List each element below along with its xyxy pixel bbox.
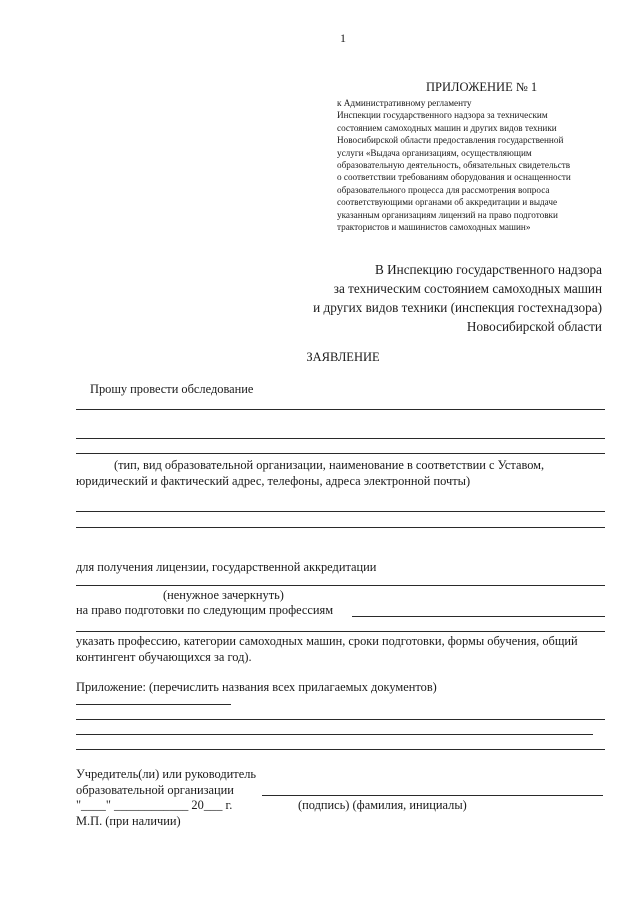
request-label: Прошу провести обследование bbox=[90, 382, 254, 396]
appendix-line: соответствующими органами об аккредитации и выдаче bbox=[337, 197, 558, 208]
page-number: 1 bbox=[340, 31, 346, 45]
addressee-line: и других видов техники (инспекция гостехнадзора) bbox=[313, 300, 602, 315]
form-title: ЗАЯВЛЕНИЕ bbox=[306, 350, 380, 364]
appendix-line: о соответствии требованиям оборудования и оснащенности bbox=[337, 172, 571, 183]
organization-hint: (тип, вид образовательной организации, наименование в соответствии с Уставом, bbox=[114, 458, 545, 472]
professions-hint: указать профессию, категории самоходных машин, сроки подготовки, формы обучения, общий bbox=[76, 634, 578, 648]
attachment-label: Приложение: (перечислить названия всех прилагаемых документов) bbox=[76, 680, 437, 694]
signature-line[interactable] bbox=[262, 795, 603, 796]
purpose-line[interactable] bbox=[76, 585, 605, 586]
stamp-note: М.П. (при наличии) bbox=[76, 814, 181, 828]
signature-hint: (подпись) (фамилия, инициалы) bbox=[298, 798, 467, 812]
professions-line[interactable] bbox=[76, 631, 605, 632]
appendix-line: к Административному регламенту bbox=[337, 98, 472, 108]
appendix-line: трактористов и машинистов самоходных машин» bbox=[337, 222, 531, 233]
date-field[interactable]: "____" ____________ 20___ г. bbox=[76, 798, 233, 812]
addressee-block bbox=[313, 260, 602, 336]
professions-field[interactable] bbox=[352, 616, 605, 617]
organization-line[interactable] bbox=[76, 409, 605, 410]
addressee-line: Новосибирской области bbox=[466, 319, 602, 334]
founder-label: образовательной организации bbox=[76, 783, 234, 797]
appendix-line: указанным организациям лицензий на право подготовки bbox=[337, 209, 558, 220]
attachment-line[interactable] bbox=[76, 749, 605, 750]
professions-hint: контингент обучающихся за год). bbox=[76, 650, 252, 664]
founder-label: Учредитель(ли) или руководитель bbox=[76, 767, 257, 781]
appendix-reference bbox=[337, 97, 571, 233]
addressee-line: В Инспекцию государственного надзора bbox=[375, 262, 602, 277]
appendix-line: Инспекции государственного надзора за техническим bbox=[337, 110, 548, 121]
organization-line[interactable] bbox=[76, 438, 605, 439]
organization-line[interactable] bbox=[76, 527, 605, 528]
strike-note: (ненужное зачеркнуть) bbox=[163, 588, 284, 602]
organization-line[interactable] bbox=[76, 453, 605, 454]
professions-label: на право подготовки по следующим профессиям bbox=[76, 603, 334, 617]
organization-line[interactable] bbox=[76, 511, 605, 512]
purpose-text: для получения лицензии, государственной аккредитации bbox=[76, 560, 377, 574]
attachment-line[interactable] bbox=[76, 734, 593, 735]
attachment-line[interactable] bbox=[76, 719, 605, 720]
appendix-line: состоянием самоходных машин и других видов техники bbox=[337, 122, 557, 133]
appendix-line: образовательного процесса для рассмотрения вопроса bbox=[337, 184, 550, 195]
appendix-line: услуги «Выдача организациям, осуществляющим bbox=[337, 147, 532, 158]
addressee-line: за техническим состоянием самоходных машин bbox=[333, 281, 602, 296]
appendix-line: Новосибирской области предоставления государственной bbox=[337, 135, 564, 146]
attachment-line[interactable] bbox=[76, 704, 231, 705]
appendix-title: ПРИЛОЖЕНИЕ № 1 bbox=[426, 80, 538, 94]
organization-hint: юридический и фактический адрес, телефоны, адреса электронной почты) bbox=[76, 474, 471, 488]
appendix-line: образовательную деятельность, обязательных свидетельств bbox=[337, 160, 571, 171]
